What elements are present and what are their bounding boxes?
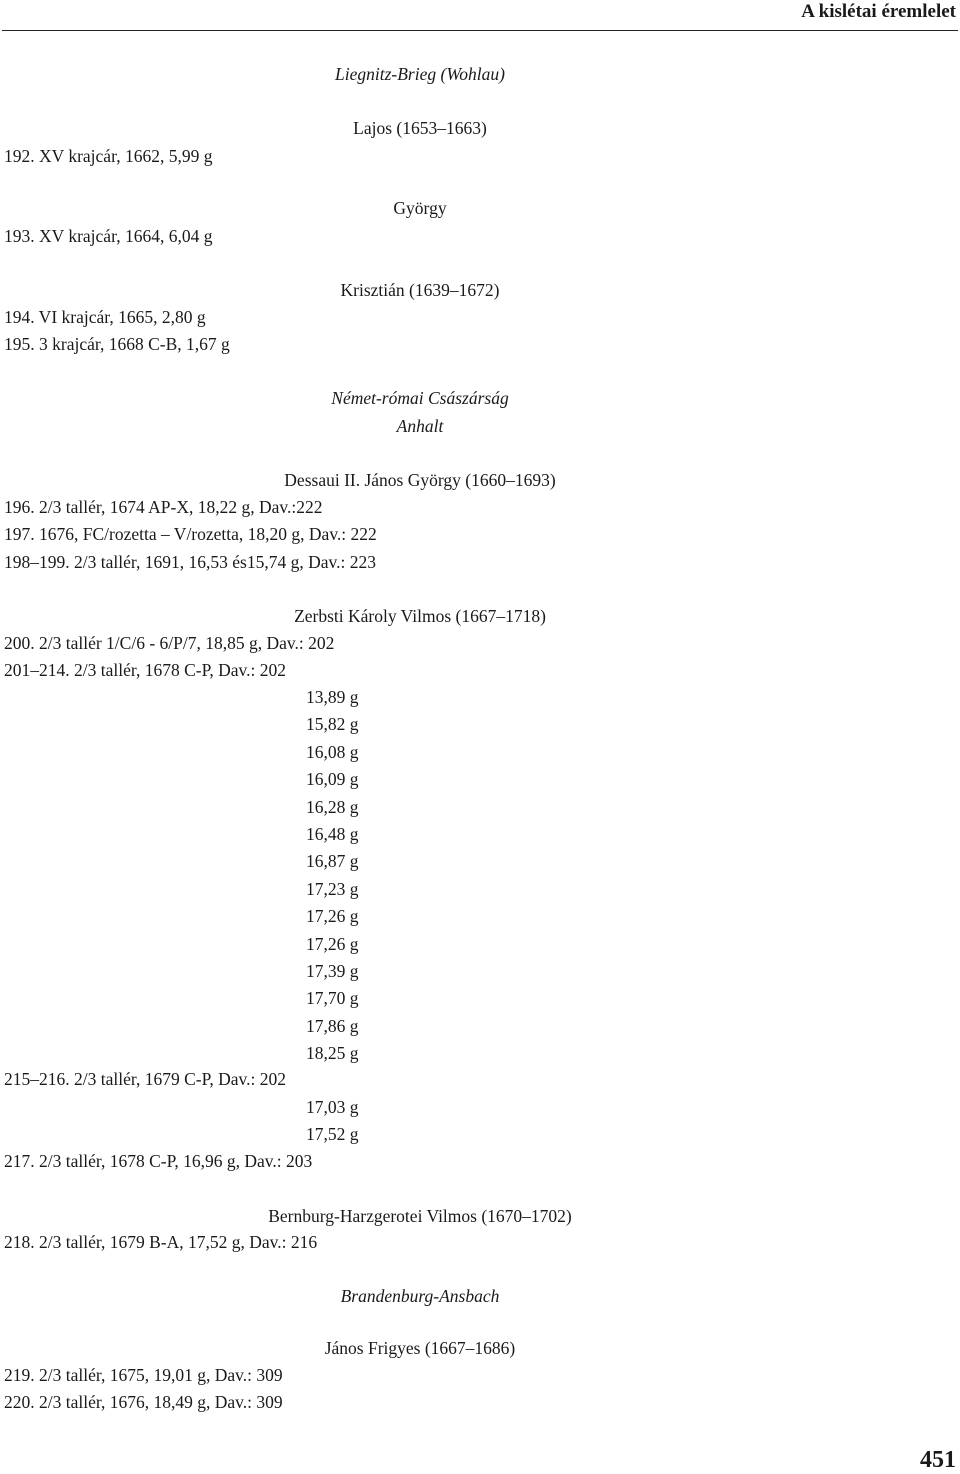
header-rule [2, 30, 958, 31]
weight-value: 17,23 g [306, 878, 359, 899]
subheading-gyorgy: György [393, 198, 447, 218]
entry-196: 196. 2/3 tallér, 1674 AP-X, 18,22 g, Dav.:222 [4, 497, 323, 517]
weight-value: 17,86 g [306, 1015, 359, 1036]
subheading-zerbsti: Zerbsti Károly Vilmos (1667–1718) [294, 606, 546, 626]
weights-201-214 [306, 684, 359, 1067]
heading-nemet-romai: Német-római Császárság [331, 388, 509, 408]
entry-200: 200. 2/3 tallér 1/C/6 - 6/P/7, 18,85 g, Dav.: 202 [4, 633, 335, 653]
entry-198-199: 198–199. 2/3 tallér, 1691, 16,53 és15,74 g, Dav.: 223 [4, 552, 376, 572]
running-title: A kislétai éremlelet [801, 1, 956, 22]
heading-anhalt: Anhalt [396, 416, 444, 436]
subheading-bernburg: Bernburg-Harzgerotei Vilmos (1670–1702) [268, 1206, 572, 1226]
entry-220: 220. 2/3 tallér, 1676, 18,49 g, Dav.: 309 [4, 1392, 283, 1412]
entry-194: 194. VI krajcár, 1665, 2,80 g [4, 307, 206, 327]
subheading-lajos: Lajos (1653–1663) [353, 118, 487, 138]
weight-value: 13,89 g [306, 687, 359, 707]
entry-201-214: 201–214. 2/3 tallér, 1678 C-P, Dav.: 202 [4, 660, 287, 680]
entry-197: 197. 1676, FC/rozetta – V/rozetta, 18,20 g, Dav.: 222 [4, 524, 377, 544]
entry-218: 218. 2/3 tallér, 1679 B-A, 17,52 g, Dav.: 216 [4, 1232, 318, 1252]
entry-217: 217. 2/3 tallér, 1678 C-P, 16,96 g, Dav.: 203 [4, 1151, 313, 1171]
weight-value: 17,26 g [306, 933, 359, 954]
weight-value: 15,82 g [306, 714, 359, 735]
page-number: 451 [920, 1447, 956, 1473]
weight-value: 17,39 g [306, 960, 359, 981]
subheading-janos-frigyes: János Frigyes (1667–1686) [324, 1338, 516, 1358]
weight-value: 16,87 g [306, 851, 359, 872]
subheading-dessaui: Dessaui II. János György (1660–1693) [284, 470, 556, 490]
weight-value: 17,70 g [306, 988, 359, 1009]
heading-brandenburg-ansbach: Brandenburg-Ansbach [340, 1286, 500, 1306]
entry-195: 195. 3 krajcár, 1668 C-B, 1,67 g [4, 334, 230, 354]
weight-value: 16,08 g [306, 741, 359, 762]
weight-value: 16,48 g [306, 823, 359, 844]
entry-192: 192. XV krajcár, 1662, 5,99 g [4, 146, 213, 166]
weight-value: 18,25 g [306, 1043, 359, 1064]
weight-value: 16,28 g [306, 796, 359, 817]
entry-215-216: 215–216. 2/3 tallér, 1679 C-P, Dav.: 202 [4, 1069, 287, 1089]
subheading-krisztian: Krisztián (1639–1672) [340, 280, 500, 300]
weight-value: 16,09 g [306, 769, 359, 790]
weight-value: 17,26 g [306, 906, 359, 927]
heading-liegnitz-brieg: Liegnitz-Brieg (Wohlau) [335, 64, 505, 84]
weights-215-216 [306, 1094, 359, 1149]
entry-193: 193. XV krajcár, 1664, 6,04 g [4, 226, 213, 246]
weight-value: 17,52 g [306, 1124, 359, 1145]
weight-value: 17,03 g [306, 1097, 359, 1117]
entry-219: 219. 2/3 tallér, 1675, 19,01 g, Dav.: 309 [4, 1365, 283, 1385]
